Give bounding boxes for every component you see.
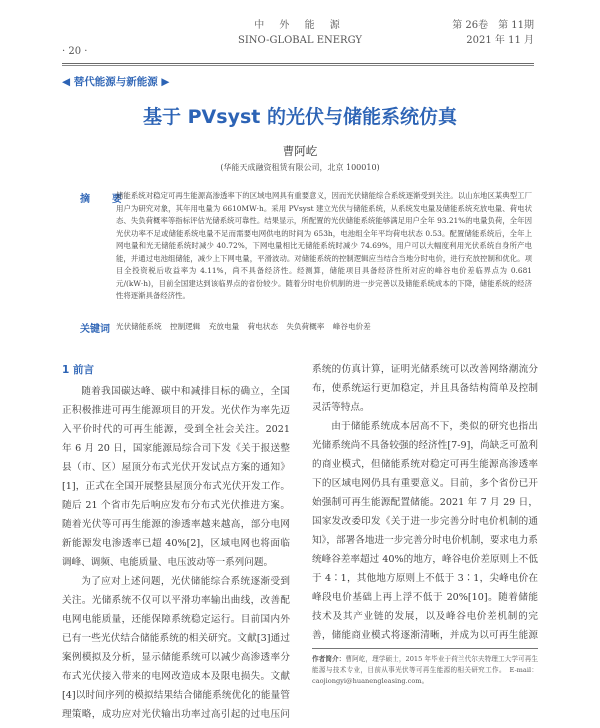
footnote-label: 作者简介：: [312, 655, 346, 663]
page-number: · 20 ·: [62, 46, 88, 57]
body-paragraph: 系统的仿真计算，证明光储系统可以改善网络潮流分布，使系统运行更加稳定，并且具备结构简单及控制灵活等特点。: [312, 364, 538, 413]
keyword: 光伏储能系统: [116, 322, 162, 331]
keyword: 峰谷电价差: [332, 322, 371, 331]
volume-issue: 第 26卷 第 11期: [452, 20, 534, 31]
keyword: 荷电状态: [247, 322, 278, 331]
column-label: ◀ 替代能源与新能源 ▶: [62, 76, 170, 88]
author-footnote: [312, 654, 538, 687]
issue-date: 2021 年 11 月: [466, 35, 534, 46]
abstract-label: 摘 要: [80, 194, 128, 205]
journal-name-cn: 中 外 能 源: [254, 20, 346, 31]
author-name: 曹阿屹: [282, 144, 318, 158]
header-rule-thin: [62, 65, 534, 66]
body-paragraph: 为了应对上述问题，光伏储能综合系统逐渐受到关注。光储系统不仅可以平滑功率输出曲线，改善配电网电能质量，还能保障系统稳定运行。目前国内外已有一些光伏结合储能系统的相关研究。文献[3]通过案例模拟及分析，显示储能系统可以减少高渗透率分布式光伏接入带来的电网改造成本及限电损失。文献[4]以时间序列的模拟结果结合储能系统优化的能量管理策略，成功应对光伏输出功率过高引起的过电压问: [62, 576, 290, 720]
footnote-rule: [312, 648, 538, 649]
body-column-left: [62, 382, 290, 722]
author-affiliation: (华能天成融资租赁有限公司，北京 100010): [220, 163, 380, 172]
paper-title: 基于 PVsyst 的光伏与储能系统仿真: [143, 106, 457, 128]
journal-name-en: SINO-GLOBAL ENERGY: [237, 35, 362, 46]
footnote-text: 曹阿屹，理学硕士，2015 年毕业于荷兰代尔夫特理工大学可再生能源与技术专业，目前从事光伏等可再生能源的相关研究工作。 E-mail：caojiongyi@huanengleasing.com。: [312, 655, 538, 685]
body-paragraph: 由于储能系统成本居高不下，类似的研究也指出光储系统尚不具备较强的经济性[7-9]，尚缺乏可盈利的商业模式，但储能系统对稳定可再生能源高渗透率下的区域电网仍具有重要意义。目前，多个省份已开始强制可再生能源配置储能。2021 年 7 月 29 日，国家发改委印发《关于进一步完善分时电价机制的通知》，部署各地进一步完善分时电价机制，要求电力系统峰谷差率超过 40%的地方，峰谷电价差原则上不低于 4∶1，其他地方原则上不低于 3∶1，尖峰电价在峰段电价基础上再上浮不低于 20%[10]。随着储能技术及其产业链的发展，以及峰谷电价差机制的完善，储能商业模式将逐渐清晰，并成为以可再生能源: [312, 421, 538, 640]
keyword: 控制逻辑: [169, 322, 201, 331]
keyword: 失负荷概率: [286, 322, 325, 331]
abstract-text: 储能系统对稳定可再生能源高渗透率下的区域电网具有重要意义，因而光伏储能综合系统逐渐受到关注。以山东地区某典型工厂用户为研究对象，其年用电量为 6610MW·h。采用 PVsyst 建立光伏与储能系统，从系统发电量及储能系统充放电量、荷电状态、失负荷概率等指标评估光储系统可靠性。结果显示，所配置的光伏储能系统能够满足用户全年 93.21%的电量负荷，全年因光伏功率不足或储能系统电量不足而需要电网供电的时间为 653h，电池组全年平均荷电状态 0.53。配置储能系统后，全年上网电量和光无储能系统时减少 40.72%，下网电量相比无储能系统时减少 74.69%，用户可以大幅度利用光伏系统自身所产电能，并通过电池组储能，减少上下网电量，平滑波动。对储能系统的控制逻辑应当结合当地分时电价，进行充放控制和优化。项目全投资税后收益率为 4.11%，尚不具备经济性。经测算，储能项目具备经济性所对应的峰谷电价差临界点为 0.681 元/(kW·h)，目前全国建达到该临界点的省份较少。随着分时电价机制的进一步完善以及储能系统成本的下降，储能系统的经济性将逐渐具备经济性。: [116, 191, 532, 300]
body-paragraph: 随着我国碳达峰、碳中和减排目标的确立，全国正积极推进可再生能源项目的开发。光伏作为率先迈入平价时代的可再生能源，受到全社会关注。2021 年 6 月 20 日，国家能源局综合司下发《关于报送整县（市、区）屋顶分布式光伏开发试点方案的通知》[1]，正式在全国开展整县屋顶分布式光伏开发工作。随后 21 个省市先后响应发布分布式光伏推进方案。随着光伏等可再生能源的渗透率越来越高，部分电网新能源发电渗透率已超 40%[2]，区域电网也将面临调峰、调频、电能质量、电压波动等一系列问题。: [62, 386, 290, 568]
keywords-list: [116, 321, 371, 332]
section-heading: 1 前言: [62, 364, 94, 376]
body-column-right: [312, 360, 538, 640]
keywords-label: 关键词: [80, 324, 110, 335]
issue-info: [452, 18, 534, 48]
header-rule: [62, 63, 534, 64]
keyword: 充放电量: [208, 322, 240, 331]
